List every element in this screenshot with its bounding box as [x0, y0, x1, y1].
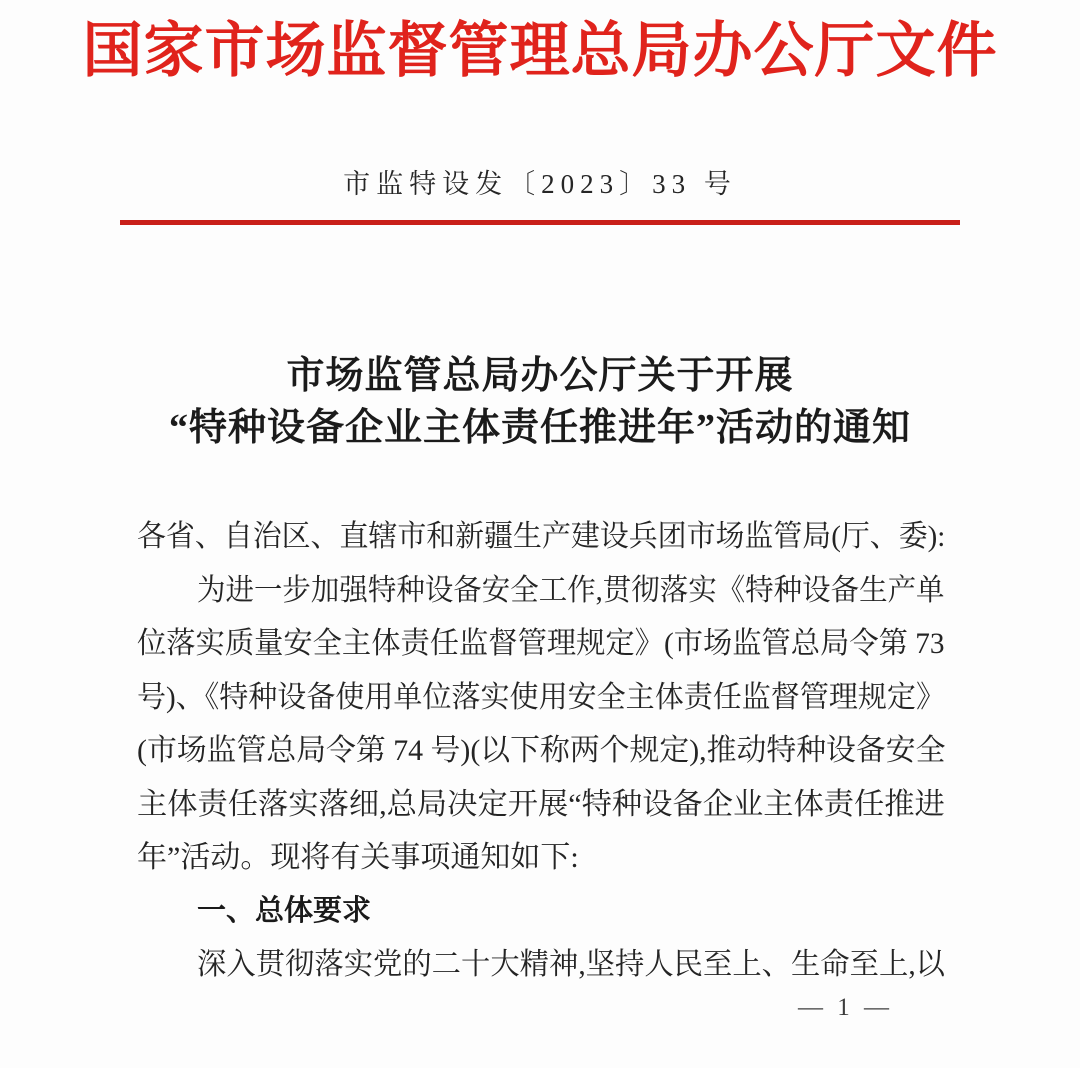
page-number: — 1 —	[798, 994, 893, 1021]
document-title	[0, 350, 1080, 454]
paragraph-line	[137, 671, 945, 725]
paragraph-line	[137, 831, 945, 885]
document-title-line-2	[0, 402, 1080, 454]
paragraph-text: 深入贯彻落实党的二十大精神,坚持人民至上、生命至上,以	[197, 948, 945, 981]
paragraph-line	[137, 617, 945, 671]
document-title-line-1	[0, 350, 1080, 402]
section-heading-text: 一、总体要求	[197, 894, 372, 927]
paragraph-text: 主体责任落实落细,总局决定开展“特种设备企业主体责任推进	[137, 787, 945, 821]
doc-number-text: 市监特设发〔2023〕33 号	[343, 169, 737, 199]
red-rule-divider	[120, 220, 960, 225]
section-heading	[137, 885, 945, 939]
page-footer	[798, 994, 893, 1022]
paragraph-line	[137, 938, 945, 992]
paragraph-text: (市场监管总局令第 74 号)(以下称两个规定),推动特种设备安全	[137, 734, 946, 767]
doc-number	[0, 163, 1080, 205]
paragraph-text: 位落实质量安全主体责任监督管理规定》(市场监管总局令第 73	[137, 627, 945, 660]
paragraph-line	[137, 724, 945, 778]
document-body	[137, 510, 945, 992]
paragraph-line	[137, 564, 945, 618]
document-title-text-2: “特种设备企业主体责任推进年”活动的通知	[168, 407, 911, 449]
paragraph-line	[137, 778, 945, 832]
salutation-line	[137, 510, 945, 564]
document-title-text-1: 市场监管总局办公厅关于开展	[286, 355, 794, 397]
letterhead	[0, 8, 1080, 94]
paragraph-text: 号)、《特种设备使用单位落实使用安全主体责任监督管理规定》	[137, 680, 945, 714]
letterhead-title-text: 国家市场监督管理总局办公厅文件	[82, 18, 998, 84]
salutation-text: 各省、自治区、直辖市和新疆生产建设兵团市场监管局(厅、委):	[137, 520, 946, 553]
paragraph-text: 为进一步加强特种设备安全工作,贯彻落实《特种设备生产单	[197, 573, 945, 607]
paragraph-text: 年”活动。现将有关事项通知如下:	[137, 841, 579, 874]
